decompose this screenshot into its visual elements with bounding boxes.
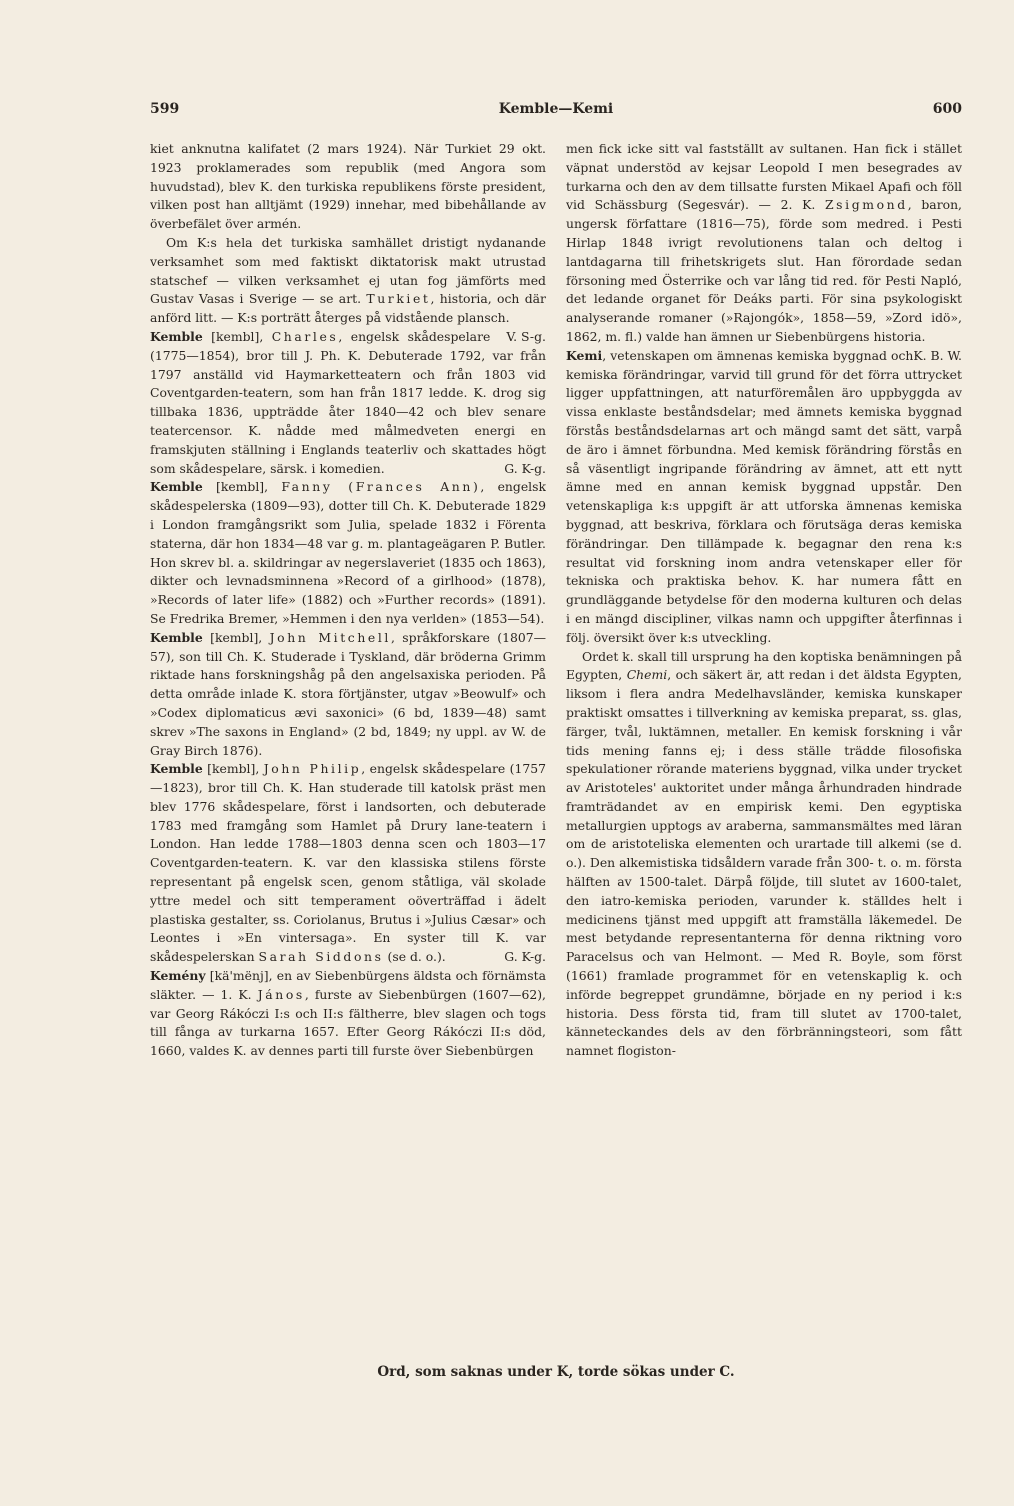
- signature: G. K-g.: [504, 949, 546, 965]
- paragraph: Om K:s hela det turkiska samhället dristigt nydanande verksamhet som med faktiskt diktatorisk makt utrustad statschef — vilken verksamhet ej utan fog jämförts med Gustav Vasas i Sverige — se art. Turkiet, historia, och där anförd litt. — K:s porträtt återges på vidstående plansch. V. S-g.: [150, 234, 546, 328]
- headword: Kemble: [150, 328, 203, 344]
- headword: Kemi: [566, 347, 603, 363]
- right-column: [566, 140, 962, 1362]
- right-page-number: 600: [932, 101, 962, 117]
- entry-kemble-john-mitchell: Kemble [kembl], John Mitchell, språkforskare (1807—57), son till Ch. K. Studerade i Tyskland, där bröderna Grimm riktade hans forskningshåg på den angelsaxiska perioden. På detta område inlade K. stora förtjänster, utgav »Beowulf» och »Codex diplomaticus ævi saxonici» (6 bd, 1839—48) samt skrev »The saxons in England» (2 bd, 1849; ny uppl. av W. de Gray Birch 1876).: [150, 629, 546, 758]
- headword: Kemény: [150, 968, 206, 984]
- paragraph-continued: kiet anknutna kalifatet (2 mars 1924). När Turkiet 29 okt. 1923 proklamerades som republik (med Angora som huvudstad), blev K. den turkiska republikens förste president, vilken post han alltjämt (1929) innehar, med bibehållande av överbefälet över armén.: [150, 141, 546, 232]
- entry-kemi: Kemi, vetenskapen om ämnenas kemiska byggnad och kemiska förändringar, varvid till grund för det förra uttrycket ligger uppfattningen, att naturföremålen äro uppbyggda av vissa enklaste beståndsdelar; med ämnets kemiska byggnad förstås beståndsdelarnas art och mängd samt det sätt, varpå de äro i ämnet förbundna. Med kemisk förändring förstås en så väsentligt ingripande förändring av ämnet, att ett nytt ämne med en annan kemisk byggnad uppstår. Den vetenskapliga k:s uppgift är att utforska ämnenas kemiska byggnad, att beskriva, förklara och förutsäga deras kemiska förändringar. Den tillämpade k. begagnar den rena k:s resultat vid forskning inom andra vetenskaper eller för tekniska och praktiska behov. K. har numera fått en grundläggande betydelse för den moderna kulturen och delas i en mängd discipliner, vilkas namn och uppgifter återfinnas i följ. översikt över k:s utveckling.: [566, 347, 962, 645]
- signature: K. B. W.: [913, 347, 962, 363]
- page-footer-note: Ord, som saknas under K, torde sökas under C.: [377, 1364, 735, 1380]
- left-page-number: 599: [150, 101, 180, 117]
- left-column: [150, 140, 546, 1362]
- entry-kemeny: Kemény [kä'mënj], en av Siebenbürgens äldsta och förnämsta släkter. — 1. K. János, furste av Siebenbürgen (1607—62), var Georg Rákóczi I:s och II:s fältherre, blev slagen och togs till fånga av turkarna 1657. Efter Georg Rákóczi II:s död, 1660, valdes K. av dennes parti till furste över Siebenbürgen: [150, 968, 546, 1059]
- signature: G. K-g.: [504, 460, 546, 476]
- running-header: [150, 101, 962, 123]
- headword: Kemble: [150, 479, 203, 495]
- entry-kemble-fanny: Kemble [kembl], Fanny (Frances Ann), engelsk skådespelerska (1809—93), dotter till Ch. K. Debuterade 1829 i London framgångsrikt som Julia, spelade 1832 i Förenta staterna, där hon 1834—48 var g. m. plantageägaren P. Butler. Hon skrev bl. a. skildringar av negerslaveriet (1835 och 1863), dikter och levnadsminnena »Record of a girlhood» (1878), »Records of later life» (1882) och »Further records» (1891). Se Fredrika Bremer, »Hemmen i den nya verlden» (1853—54).: [150, 479, 546, 626]
- headword: Kemble: [150, 629, 203, 645]
- entry-kemble-charles: Kemble [kembl], Charles, engelsk skådespelare (1775—1854), bror till J. Ph. K. Debuterade 1792, var från 1797 anställd vid Haymarketteatern och från 1803 vid Coventgarden-teatern, som han från 1817 ledde. K. drog sig tillbaka 1836, uppträdde åter 1840—42 och blev senare teatercensor. K. nådde med målmedveten energi en framskjuten ställning i Englands teaterliv och skattades högt som skådespelare, särsk. i komedien. G. K-g.: [150, 328, 546, 478]
- entry-kemble-john-philip: Kemble [kembl], John Philip, engelsk skådespelare (1757—1823), bror till Ch. K. Han studerade till katolsk präst men blev 1776 skådespelare, först i landsorten, och debuterade 1783 med framgång som Hamlet på Drury lane-teatern i London. Han ledde 1788—1803 denna scen och 1803—17 Coventgarden-teatern. K. var den klassiska stilens förste representant på engelsk scen, genom ståtliga, väl skolade yttre medel och sitt temperament oöverträffad i ädelt plastiska gestalter, ss. Coriolanus, Brutus i »Julius Cæsar» och Leontes i »En vintersaga». En syster till K. var skådespelerskan Sarah Siddons (se d. o.). G. K-g.: [150, 760, 546, 967]
- headword: Kemble: [150, 761, 203, 777]
- paragraph: Ordet k. skall till ursprung ha den koptiska benämningen på Egypten, Chemi, och säkert är, att redan i det äldsta Egypten, liksom i flera andra Medelhavsländer, kemiska kunskaper praktiskt omsattes i tillverkning av kemiska preparat, ss. glas, färger, tvål, luktämnen, metaller. En kemisk forskning i vår tids mening fanns ej; i dess ställe trädde filosofiska spekulationer rörande materiens byggnad, vilka under trycket av Aristoteles' auktoritet under många århundraden hindrade framträdandet av en empirisk kemi. Den egyptiska metallurgien upptogs av araberna, sammansmältes med läran om de aristoteliska elementen och urartade till alkemi (se d. o.). Den alkemistiska tidsåldern varade från 300- t. o. m. första hälften av 1500-talet. Därpå följde, till slutet av 1600-talet, den iatro-kemiska perioden, varunder k. ställdes helt i medicinens tjänst med uppgift att framställa läkemedel. De mest betydande representanterna för denna riktning voro Paracelsus och van Helmont. — Med R. Boyle, som först (1661) framlade programmet för en vetenskaplig k. och införde begreppet grundämne, började en ny period i k:s historia. Dess första tid, fram till slutet av 1700-talet, känneteckandes dels av den förbränningsteori, som fått namnet flogiston-: [566, 648, 962, 1059]
- header-title: Kemble—Kemi: [498, 101, 614, 117]
- paragraph-continued: men fick icke sitt val fastställt av sultanen. Han fick i stället väpnat understöd av kejsar Leopold I men besegrades av turkarna och den av dem tillsatte fursten Mikael Apafi och föll vid Schässburg (Segesvár). — 2. K. Zsigmond, baron, ungersk författare (1816—75), förde som medred. i Pesti Hirlap 1848 ivrigt revolutionens talan och deltog i lantdagarna till frihetskrigets slut. Han förordade sedan försoning med Österrike och var lång tid red. för Pesti Napló, det ledande organet för Deáks parti. För sina psykologiskt analyserande romaner (»Rajongók», 1858—59, »Zord idö», 1862, m. fl.) valde han ämnen ur Siebenbürgens historia. K. B. W.: [566, 140, 962, 347]
- signature: V. S-g.: [506, 328, 546, 344]
